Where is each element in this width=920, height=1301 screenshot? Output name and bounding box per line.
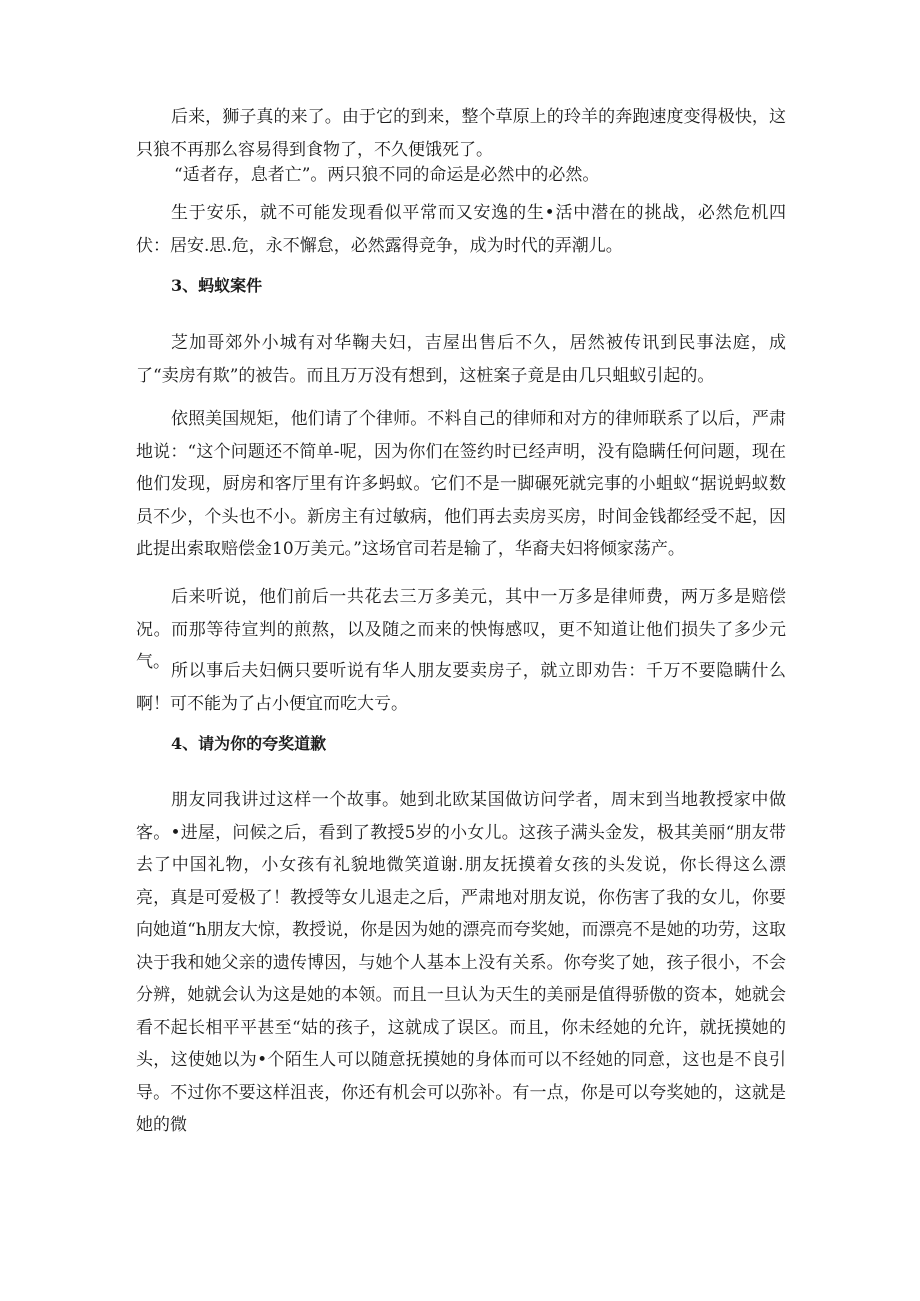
paragraph-lion: 后来，狮子真的来了。由于它的到来，整个草原上的玲羊的奔跑速度变得极快，这只狼不再那么容易得到食物了，不久便饿死了。 [136,107,786,160]
paragraph-cost: 后来听说，他们前后一共花去三万多美元，其中一万多是律师费，两万多是赔偿况。而那等待宣判的煎熬，以及随之而来的怏悔感叹，更不知道让他们损失了多少元气。 [136,587,786,672]
paragraph-lawyer: 依照美国规矩，他们请了个律师。不料自己的律师和对方的律师联系了以后，严肃地说：“这个问题还不简单-呢，因为你们在签约时已经声明，没有隐瞒任何问题，现在他们发现，厨房和客厅里有许多蚂蚁。它们不是一脚碾死就完事的小蛆蚁“据说蚂蚁数员不少，个头也不小。新房主有过敏病，他们再去卖房买房，时间金钱都经受不起，因此提出索取赔偿金10万美元。”这场官司若是输了，华裔夫妇将倾家荡产。 [136,409,786,559]
paragraph-vigilance: 生于安乐，就不可能发现看似平常而又安逸的生•活中潜在的挑战，必然危机四伏：居安.思.危，永不懈怠，必然露得竞争，成为时代的弄潮儿。 [136,203,786,256]
paragraph-survival: “适者存，息者亡”。两只狼不同的命运是必然中的必然。 [174,165,600,185]
section-heading-ant-case: 3、蚂蚁案件 [171,276,263,295]
section-heading-praise: 4、请为你的夸奖道歉 [171,734,327,753]
paragraph-advice: 所以事后夫妇俩只要听说有华人朋友要卖房子，就立即劝告：千万不要隐瞒什么啊！可不能为了占小便宜而吃大亏。 [136,661,786,714]
paragraph-story: 朋友同我讲过这样一个故事。她到北欧某国做访问学者，周末到当地教授家中做客。•进屋，问候之后，看到了教授5岁的小女儿。这孩子满头金发，极其美丽“朋友带去了中国礼物，小女孩有礼貌地微笑道谢.朋友抚摸着女孩的头发说，你长得这么漂亮，真是可爱极了！教授等女儿退走之后，严肃地对朋友说，你伤害了我的女儿，你要向她道“h朋友大惊，教授说，你是因为她的漂亮而夸奖她，而漂亮不是她的功劳，这取决于我和她父亲的遗传博因，与她个人基本上没有关系。你夸奖了她，孩子很小，不会分辨，她就会认为这是她的本领。而且一旦认为天生的美丽是值得骄傲的资本，她就会看不起长相平平甚至“姑的孩子，这就成了误区。而且，你未经她的允许，就抚摸她的头，这使她以为•个陌生人可以随意抚摸她的身体而可以不经她的同意，这也是不良引导。不过你不要这样沮丧，你还有机会可以弥补。有一点，你是可以夸奖她的，这就是她的微 [136,790,786,1135]
paragraph-chicago-couple: 芝加哥郊外小城有对华鞠夫妇，吉屋出售后不久，居然被传讯到民事法庭，成了“卖房有欺”的被告。而且万万没有想到，这桩案子竟是由几只蛆蚁引起的。 [136,333,786,386]
